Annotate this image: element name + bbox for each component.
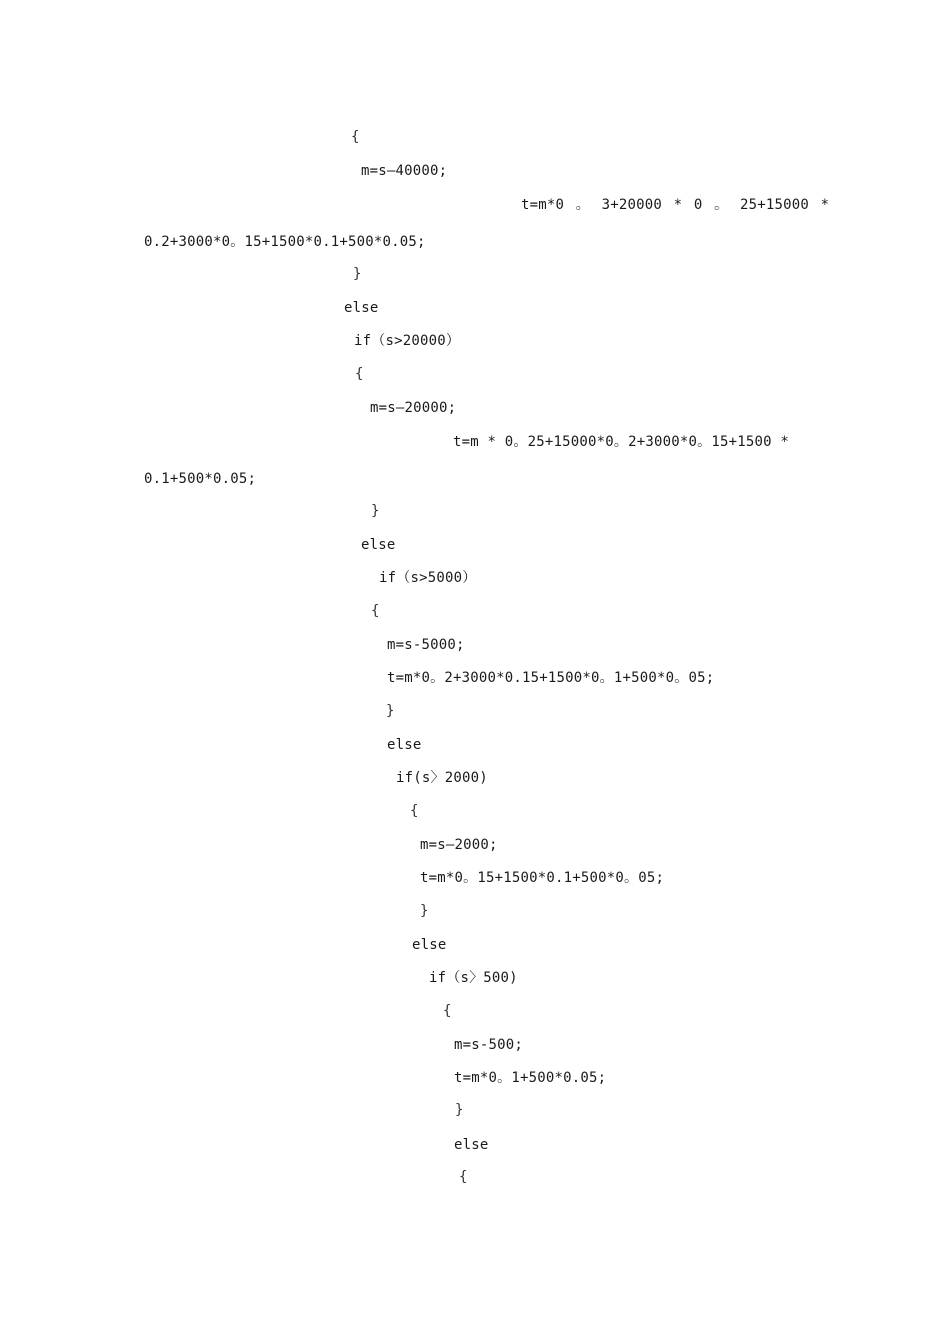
- code-line: 0.1+500*0.05;: [144, 471, 257, 487]
- code-line: m=s-5000;: [387, 637, 465, 653]
- code-line: }: [455, 1102, 464, 1118]
- code-line: if(s〉2000): [396, 770, 488, 786]
- code-line: }: [420, 903, 429, 919]
- code-line: {: [371, 603, 380, 619]
- code-line: }: [371, 503, 380, 519]
- code-line: t=m*0 。 3+20000 * 0 。 25+15000 *: [521, 197, 830, 213]
- code-line: else: [412, 937, 447, 953]
- code-line: if（s〉500): [429, 970, 518, 986]
- code-line: {: [351, 129, 360, 145]
- code-line: t=m*0。15+1500*0.1+500*0。05;: [420, 870, 665, 886]
- code-line: m=s—20000;: [370, 400, 457, 416]
- code-line: {: [459, 1169, 468, 1185]
- code-line: {: [443, 1003, 452, 1019]
- code-line: {: [355, 366, 364, 382]
- code-line: if（s>20000）: [354, 333, 461, 349]
- code-line: if（s>5000）: [379, 570, 477, 586]
- code-line: else: [387, 737, 422, 753]
- code-line: {: [410, 803, 419, 819]
- code-line: m=s—2000;: [420, 837, 498, 853]
- code-line: t=m * 0。25+15000*0。2+3000*0。15+1500 *: [453, 434, 789, 450]
- code-line: 0.2+3000*0。15+1500*0.1+500*0.05;: [144, 234, 426, 250]
- code-line: m=s—40000;: [361, 163, 448, 179]
- code-line: }: [353, 266, 362, 282]
- code-line: t=m*0。1+500*0.05;: [454, 1070, 607, 1086]
- code-line: t=m*0。2+3000*0.15+1500*0。1+500*0。05;: [387, 670, 715, 686]
- code-line: m=s-500;: [454, 1037, 524, 1053]
- code-line: else: [454, 1137, 489, 1153]
- code-line: }: [386, 703, 395, 719]
- code-line: else: [361, 537, 396, 553]
- code-line: else: [344, 300, 379, 316]
